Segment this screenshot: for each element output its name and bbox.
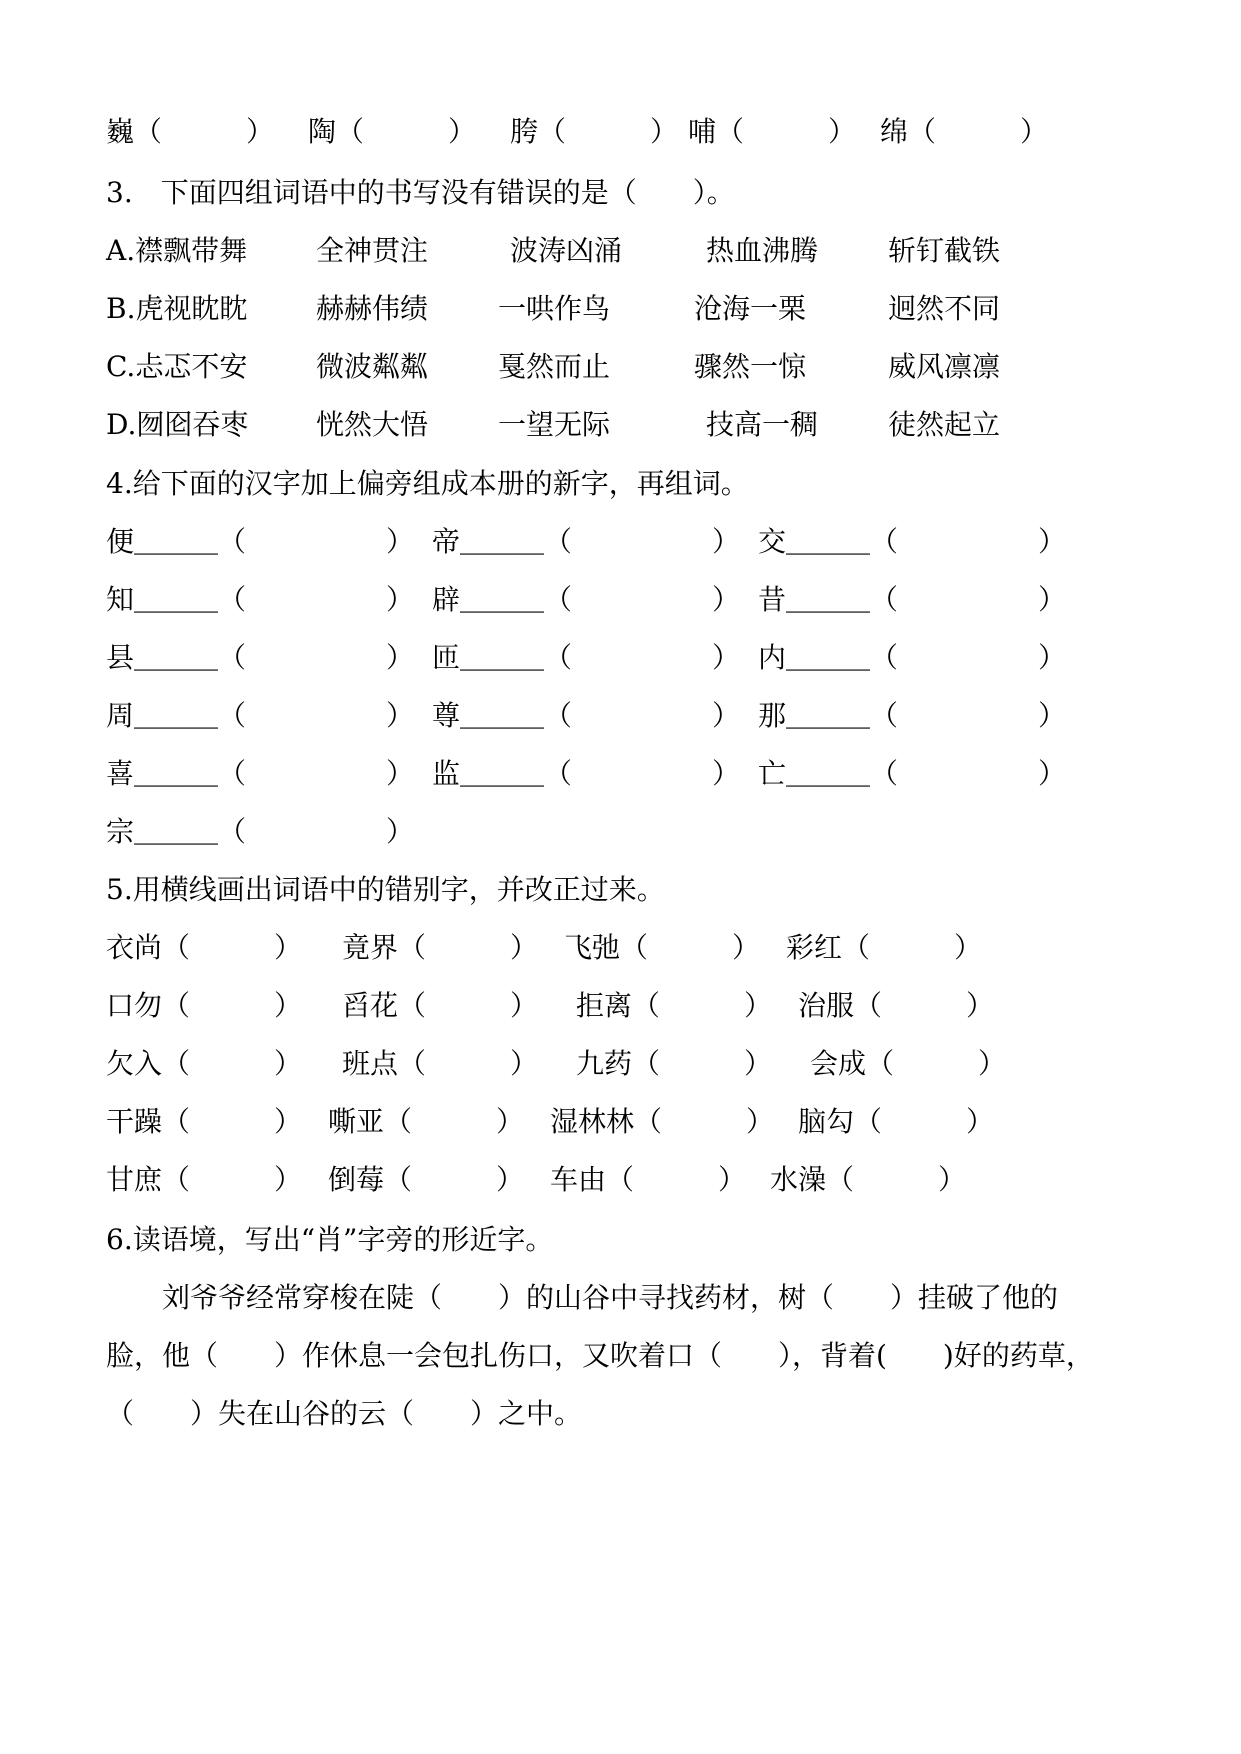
q6-passage-line-3: （ ）失在山谷的云（ ）之中。 <box>106 1397 583 1430</box>
q3-option-a-4: 热血沸腾 <box>706 234 819 267</box>
q3-option-b-4: 沧海一栗 <box>694 292 807 325</box>
q4-item-3-2: 匝＿＿＿（ ） <box>432 641 741 674</box>
q3-option-b-5: 迥然不同 <box>888 292 1001 325</box>
q5-item-4-4: 脑勾（ ） <box>798 1105 995 1138</box>
q3-option-a-2: 全神贯注 <box>316 234 429 267</box>
q4-item-4-2: 尊＿＿＿（ ） <box>432 699 741 732</box>
q3-option-c-5: 威风凛凛 <box>888 350 1001 383</box>
q5-title: 5.用横线画出词语中的错别字，并改正过来。 <box>106 873 665 906</box>
q3-option-b-3: 一哄作鸟 <box>498 292 611 325</box>
q5-item-2-3: 拒离（ ） <box>576 989 773 1022</box>
q4-item-2-3: 昔＿＿＿（ ） <box>758 583 1067 616</box>
q5-item-5-2: 倒莓（ ） <box>328 1163 525 1196</box>
pinyin-item-5: 绵（ ） <box>880 115 1049 148</box>
q4-item-5-2: 监＿＿＿（ ） <box>432 757 741 790</box>
q3-option-d-2: 恍然大悟 <box>316 408 429 441</box>
q4-item-5-3: 亡＿＿＿（ ） <box>758 757 1067 790</box>
q4-item-2-2: 辟＿＿＿（ ） <box>432 583 741 616</box>
q4-item-1-3: 交＿＿＿（ ） <box>758 525 1067 558</box>
q4-item-5-1: 喜＿＿＿（ ） <box>106 757 415 790</box>
q4-item-2-1: 知＿＿＿（ ） <box>106 583 415 616</box>
pinyin-item-4: 哺（ ） <box>688 115 857 148</box>
q4-item-3-3: 内＿＿＿（ ） <box>758 641 1067 674</box>
q5-item-5-1: 甘庶（ ） <box>106 1163 303 1196</box>
q5-item-4-3: 湿林林（ ） <box>550 1105 775 1138</box>
q6-title: 6.读语境，写出“肖”字旁的形近字。 <box>106 1223 554 1256</box>
q5-item-1-2: 竟界（ ） <box>342 931 539 964</box>
pinyin-item-2: 陶（ ） <box>308 115 477 148</box>
q5-item-1-3: 飞弛（ ） <box>564 931 761 964</box>
pinyin-item-1: 巍（ ） <box>106 115 275 148</box>
q5-item-1-1: 衣尚（ ） <box>106 931 303 964</box>
q3-option-d-4: 技高一稠 <box>706 408 819 441</box>
q3-option-d-3: 一望无际 <box>498 408 611 441</box>
q3-option-d-1: D.囫囵吞枣 <box>106 408 249 441</box>
q5-item-2-2: 舀花（ ） <box>342 989 539 1022</box>
q5-item-2-4: 治服（ ） <box>798 989 995 1022</box>
q4-item-6-1: 宗＿＿＿（ ） <box>106 815 415 848</box>
q3-title: 3. 下面四组词语中的书写没有错误的是（ ）。 <box>106 176 735 209</box>
q3-option-a-1: A.襟飘带舞 <box>106 234 248 267</box>
q3-option-d-5: 徒然起立 <box>888 408 1001 441</box>
q3-option-c-4: 骤然一惊 <box>694 350 807 383</box>
q5-item-4-1: 干躁（ ） <box>106 1105 303 1138</box>
q4-title: 4.给下面的汉字加上偏旁组成本册的新字，再组词。 <box>106 467 749 500</box>
q3-option-b-1: B.虎视眈眈 <box>106 292 248 325</box>
q3-option-a-3: 波涛凶涌 <box>510 234 623 267</box>
q5-item-2-1: 口勿（ ） <box>106 989 303 1022</box>
q4-item-1-2: 帝＿＿＿（ ） <box>432 525 741 558</box>
q5-item-5-4: 水澡（ ） <box>770 1163 967 1196</box>
q3-option-c-3: 戛然而止 <box>498 350 611 383</box>
q5-item-3-1: 欠入（ ） <box>106 1047 303 1080</box>
q5-item-3-3: 九药（ ） <box>576 1047 773 1080</box>
q4-item-4-3: 那＿＿＿（ ） <box>758 699 1067 732</box>
q3-option-c-1: C.忐忑不安 <box>106 350 248 383</box>
q3-option-a-5: 斩钉截铁 <box>888 234 1001 267</box>
q5-item-1-4: 彩红（ ） <box>786 931 983 964</box>
q5-item-4-2: 嘶亚（ ） <box>328 1105 525 1138</box>
q5-item-3-4: 会成（ ） <box>810 1047 1007 1080</box>
q6-passage-line-1: 刘爷爷经常穿梭在陡（ ）的山谷中寻找药材，树（ ）挂破了他的 <box>106 1281 1059 1314</box>
q4-item-4-1: 周＿＿＿（ ） <box>106 699 415 732</box>
q6-passage-line-2: 脸，他（ ）作休息一会包扎伤口，又吹着口（ ），背着( )好的药草， <box>106 1339 1094 1372</box>
pinyin-item-3: 胯（ ） <box>510 115 679 148</box>
q3-option-c-2: 微波粼粼 <box>316 350 429 383</box>
q5-item-5-3: 车由（ ） <box>550 1163 747 1196</box>
q4-item-1-1: 便＿＿＿（ ） <box>106 525 415 558</box>
q3-option-b-2: 赫赫伟绩 <box>316 292 429 325</box>
q5-item-3-2: 班点（ ） <box>342 1047 539 1080</box>
q4-item-3-1: 县＿＿＿（ ） <box>106 641 415 674</box>
